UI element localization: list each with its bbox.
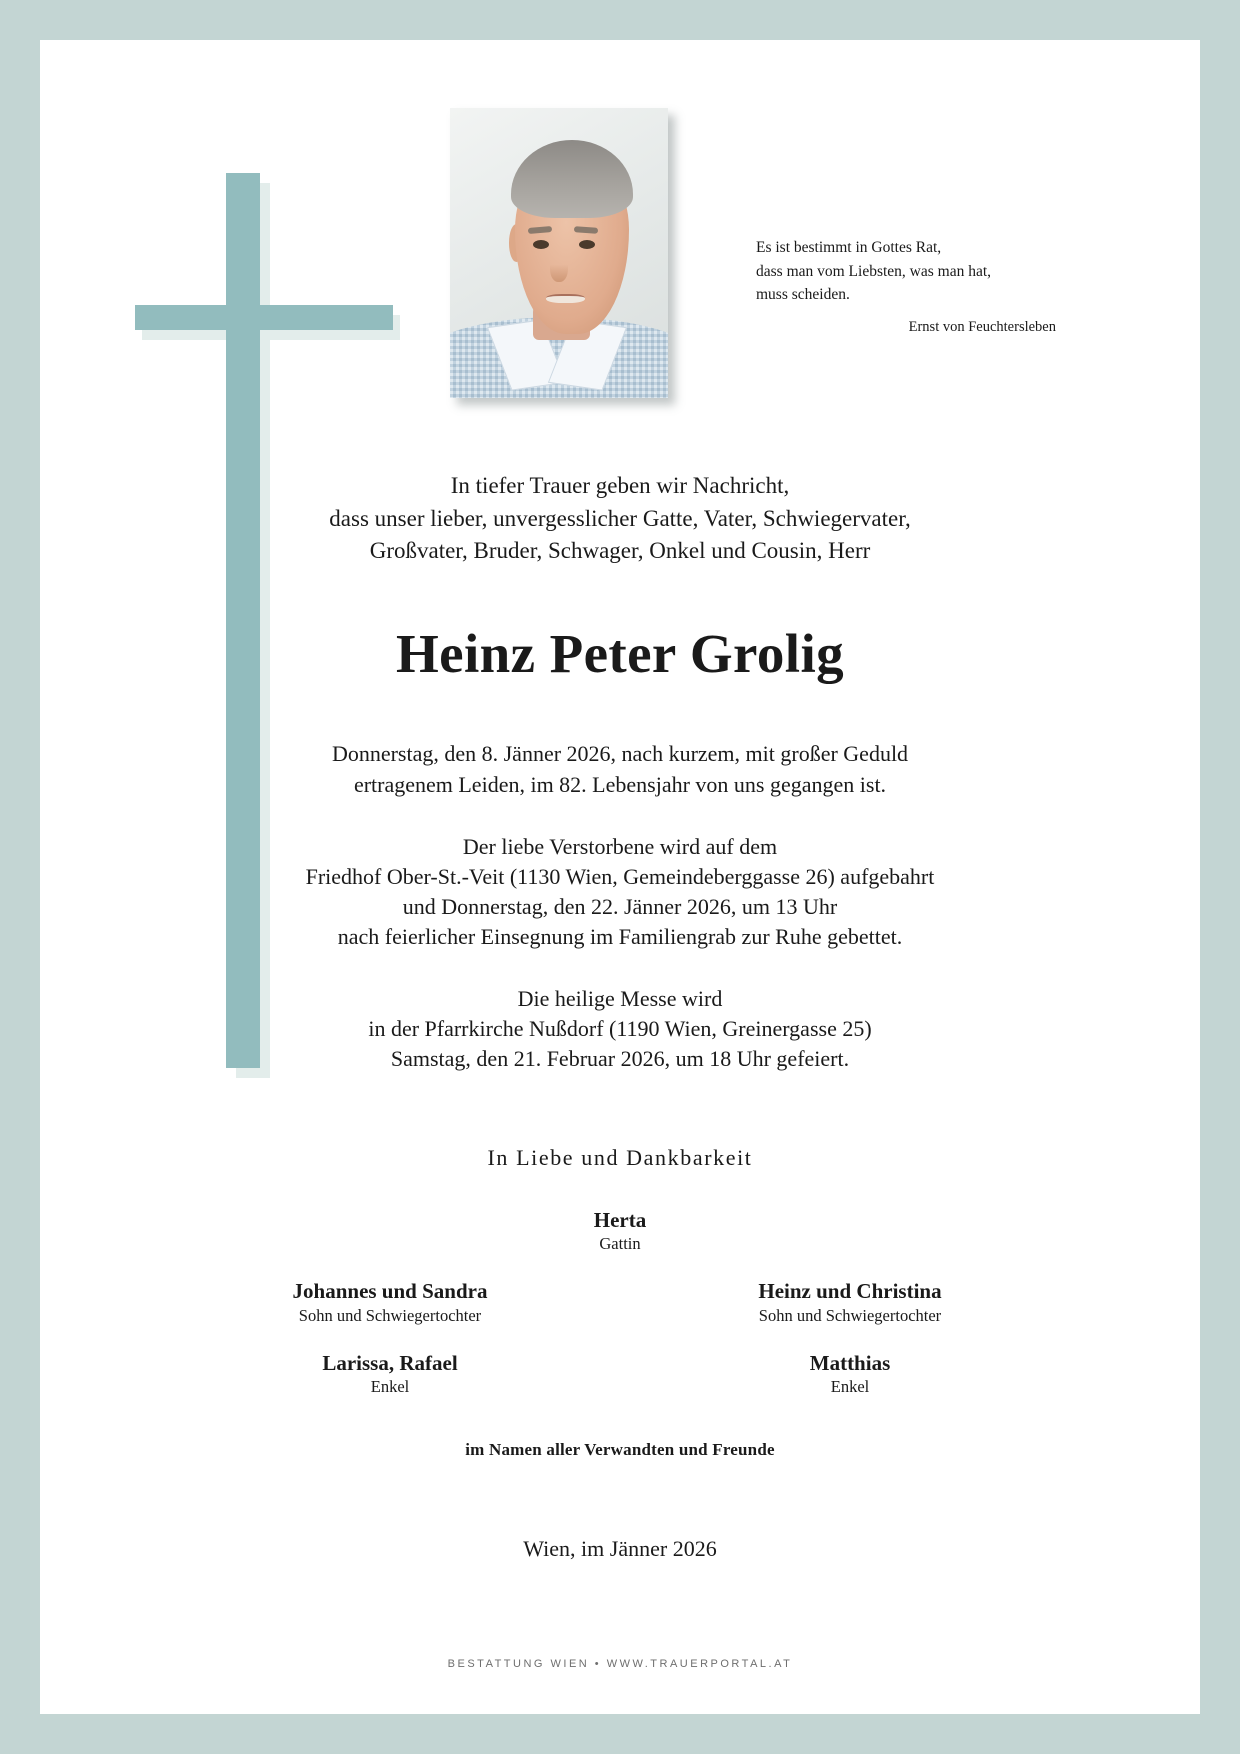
burial-details <box>160 832 1080 953</box>
quote-line: dass man vom Liebsten, was man hat, <box>756 262 992 280</box>
family-member-role: Enkel <box>370 1377 410 1397</box>
portrait-photo <box>450 108 668 398</box>
obituary-body <box>160 470 1080 1562</box>
intro-line: dass unser lieber, unvergesslicher Gatte, Vater, Schwiegervater, <box>329 505 911 531</box>
quote-line: Es ist bestimmt in Gottes Rat, <box>756 239 942 256</box>
family-member-role: Enkel <box>830 1377 870 1397</box>
family-member-name: Johannes und Sandra <box>292 1279 488 1304</box>
mass-line: Die heilige Messe wird <box>517 986 723 1012</box>
family-list <box>160 1207 1080 1460</box>
family-member-role: Sohn und Schwiegertochter <box>298 1305 482 1325</box>
mass-line: in der Pfarrkirche Nußdorf (1190 Wien, Greinergasse 25) <box>368 1016 872 1042</box>
intro-text <box>160 470 1080 568</box>
death-line: Donnerstag, den 8. Jänner 2026, nach kurzem, mit großer Geduld <box>331 741 909 767</box>
portrait-nose <box>550 253 567 282</box>
portrait-illustration <box>450 108 668 398</box>
quote-attribution: Ernst von Feuchtersleben <box>908 318 1056 335</box>
family-member-name: Heinz und Christina <box>758 1279 942 1304</box>
family-member-role: Sohn und Schwiegertochter <box>758 1305 942 1325</box>
family-row <box>160 1278 1080 1326</box>
obituary-card <box>40 40 1200 1714</box>
family-member-spouse <box>160 1207 1080 1255</box>
place-and-date: Wien, im Jänner 2026 <box>523 1535 717 1561</box>
intro-line: In tiefer Trauer geben wir Nachricht, <box>450 473 790 498</box>
gratitude-heading: In Liebe und Dankbarkeit <box>487 1144 753 1170</box>
family-member-name: Herta <box>593 1207 647 1232</box>
family-member <box>620 1278 1080 1326</box>
mass-line: Samstag, den 21. Februar 2026, um 18 Uhr gefeiert. <box>390 1046 850 1072</box>
family-member <box>160 1278 620 1326</box>
intro-line: Großvater, Bruder, Schwager, Onkel und Cousin, Herr <box>369 538 871 564</box>
family-row <box>160 1350 1080 1398</box>
family-member <box>160 1350 620 1398</box>
family-member-name: Matthias <box>809 1350 891 1375</box>
family-member-role: Gattin <box>599 1233 641 1253</box>
family-member-name: Larissa, Rafael <box>322 1350 458 1375</box>
memorial-quote <box>756 236 1056 338</box>
family-member <box>620 1350 1080 1398</box>
burial-line: Der liebe Verstorbene wird auf dem <box>462 833 778 859</box>
death-line: ertragenem Leiden, im 82. Lebensjahr von uns gegangen ist. <box>353 771 887 797</box>
death-details <box>160 739 1080 799</box>
footer-credit: BESTATTUNG WIEN • WWW.TRAUERPORTAL.AT <box>447 1658 793 1670</box>
deceased-name: Heinz Peter Grolig <box>395 622 845 684</box>
burial-line: nach feierlicher Einsegnung im Familiengrab zur Ruhe gebettet. <box>337 924 903 950</box>
quote-line: muss scheiden. <box>756 286 850 304</box>
burial-line: und Donnerstag, den 22. Jänner 2026, um 13 Uhr <box>402 893 838 919</box>
cross-horizontal-bar <box>135 305 393 330</box>
burial-line: Friedhof Ober-St.-Veit (1130 Wien, Gemeindeberggasse 26) aufgebahrt <box>305 863 935 889</box>
closing-statement: im Namen aller Verwandten und Freunde <box>465 1439 775 1459</box>
mass-details <box>160 984 1080 1074</box>
portrait-mouth <box>546 294 585 304</box>
